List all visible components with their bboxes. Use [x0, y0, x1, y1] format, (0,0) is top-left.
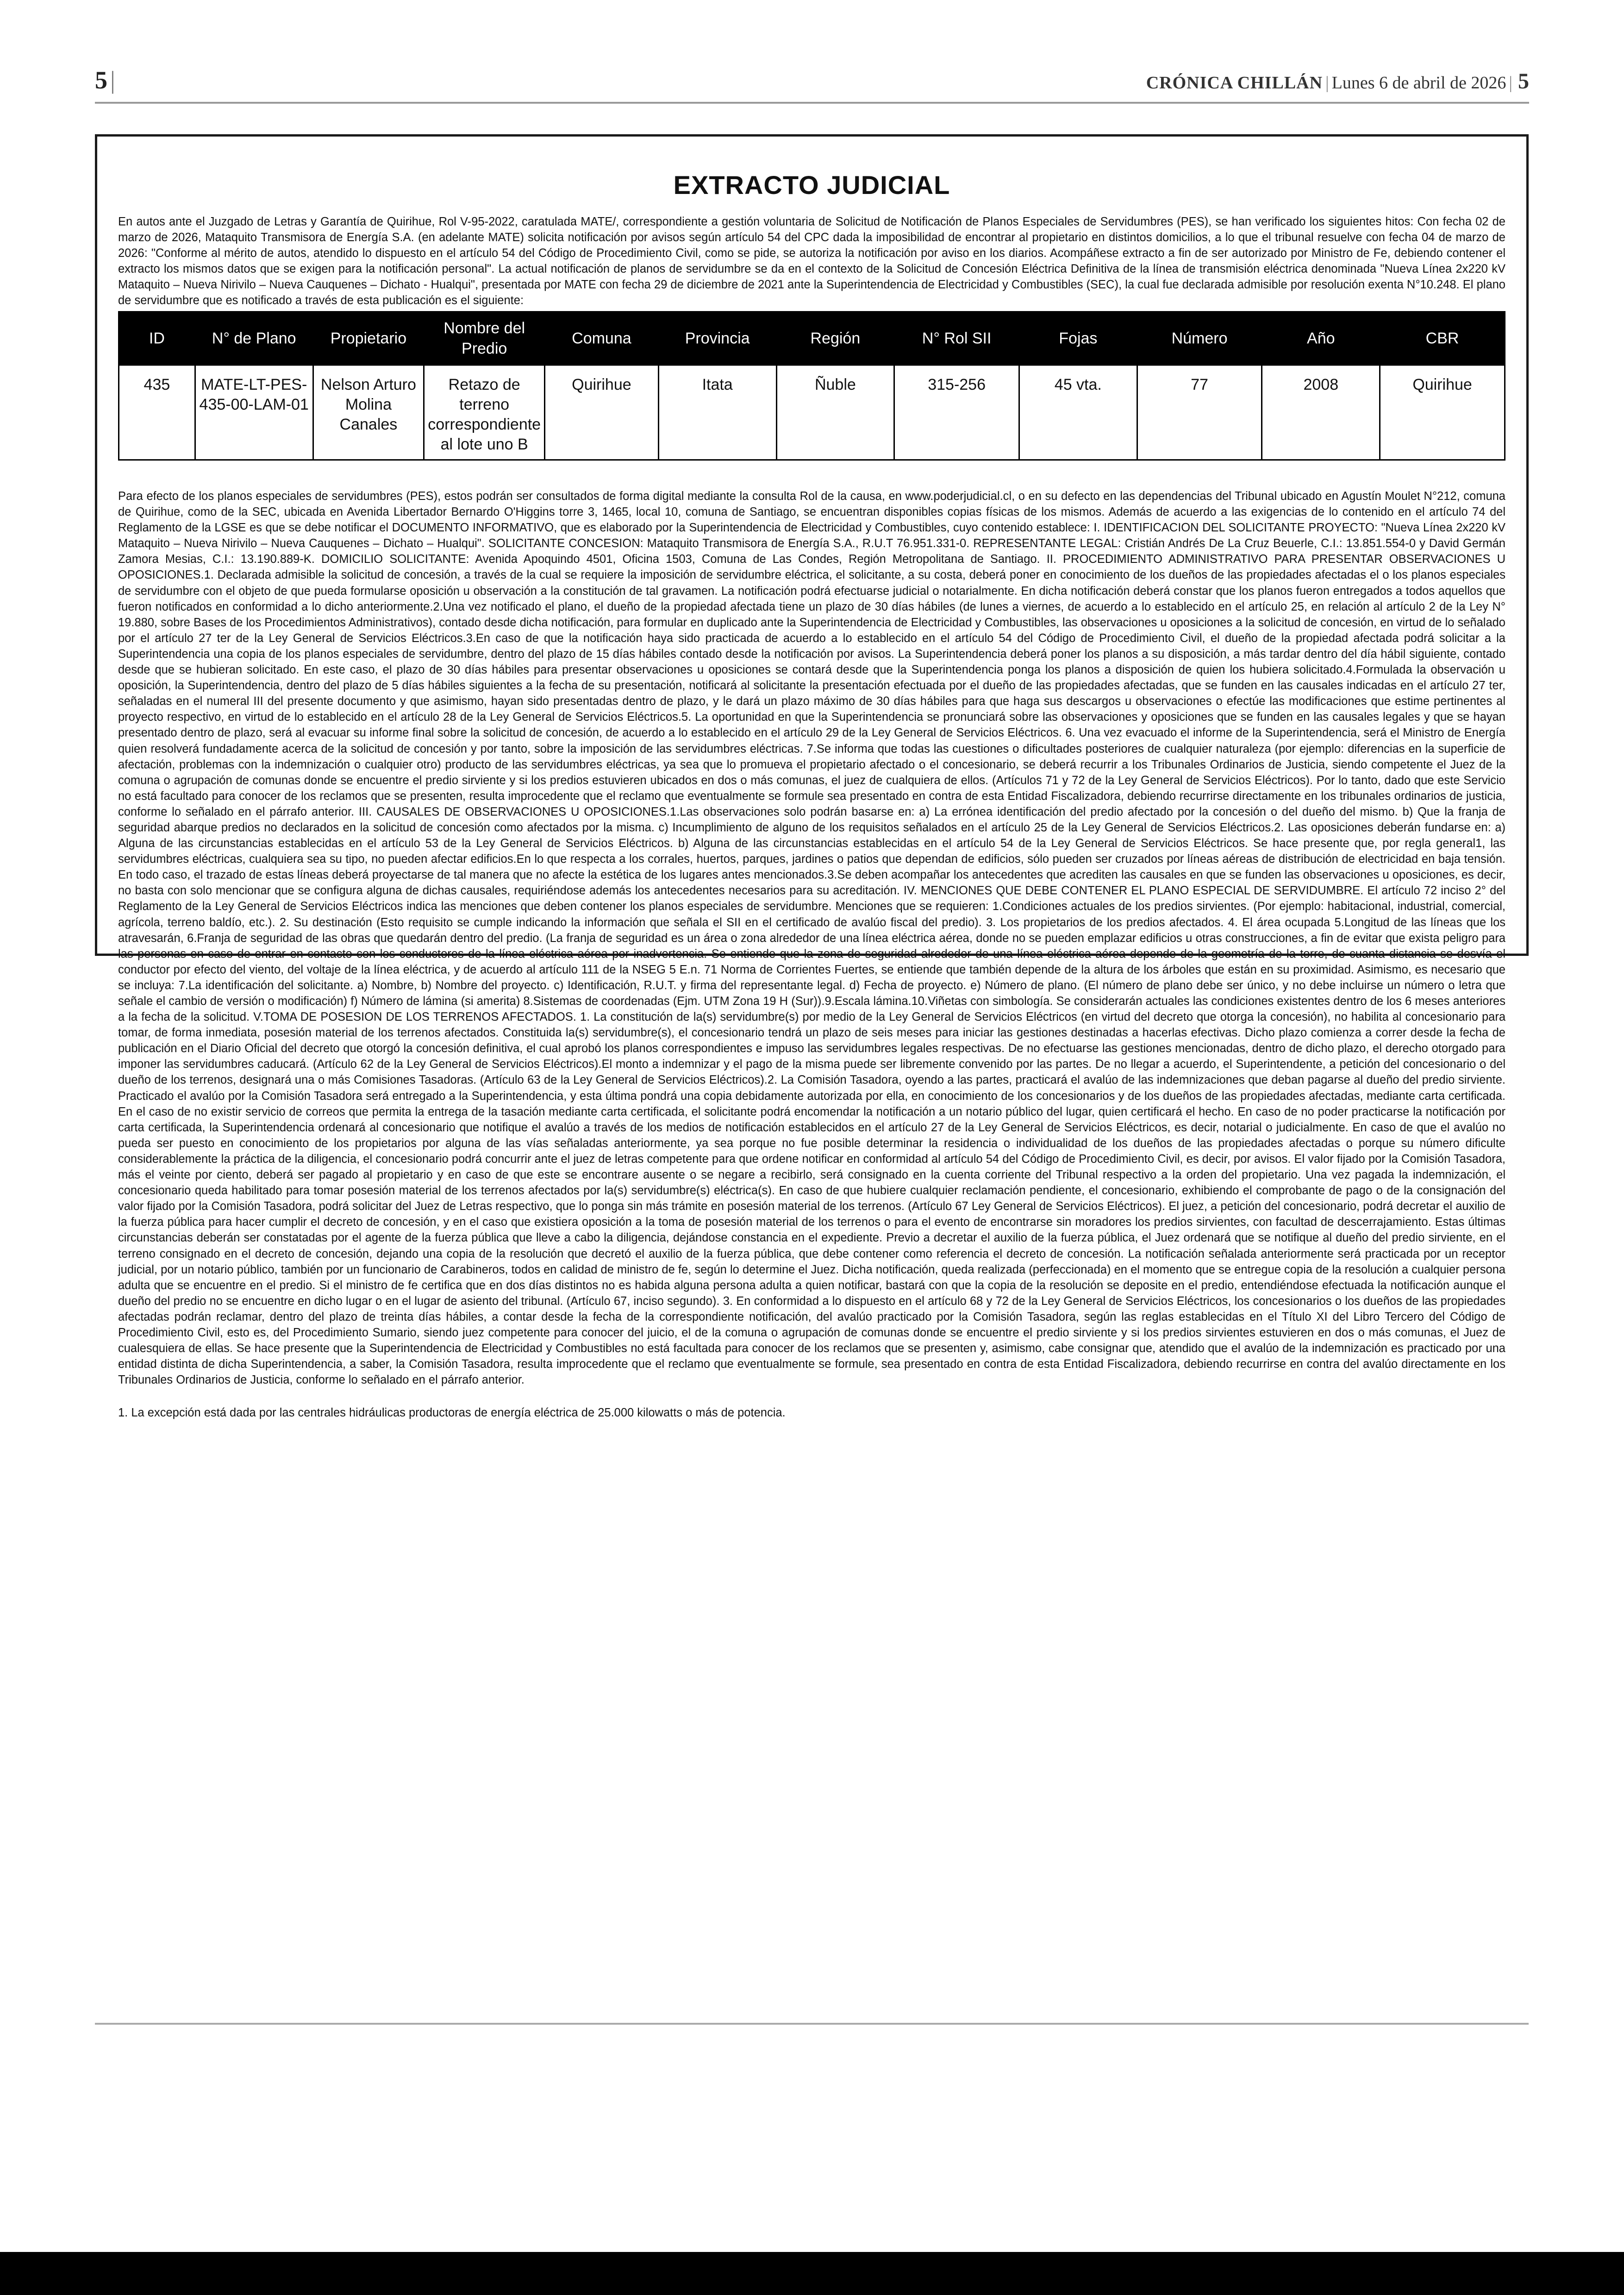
notice-intro: En autos ante el Juzgado de Letras y Garantía de Quirihue, Rol V-95-2022, caratulada MATE/, correspondiente a gestión voluntaria de Solicitud de Notificación de Planos Especiales de Servidumbres (PES), se han verificado los siguientes hitos: Con fecha 02 de marzo de 2026, Mataquito Transmisora de Energía S.A. (en adelante MATE) solicita notificación por avisos según artículo 54 del CPC dada la imposibilidad de encontrar al propietario en distintos domicilios, a lo que el tribunal resuelve con fecha 04 de marzo de 2026: "Conforme al mérito de autos, atendido lo dispuesto en el artículo 54 del Código de Procedimiento Civil, como se pide, se autoriza la notificación por aviso en los diarios. Acompáñese extracto a fin de ser autorizado por Ministro de Fe, debiendo contener el extracto los mismos datos que se exigen para la notificación personal". La actual notificación de planos de servidumbre se da en el contexto de la Solicitud de Concesión Eléctrica Definitiva de la línea de transmisión eléctrica denominada "Nueva Línea 2x220 kV Mataquito – Nueva Nirivilo – Nueva Cauquenes – Dichato - Hualqui", presentada por MATE con fecha 29 de diciembre de 2021 ante la Superintendencia de Electricidad y Combustibles (SEC), la cual fue declarada admisible por resolución exenta N°10.248. El plano de servidumbre que es notificado a través de esta publicación es el siguiente:	[118, 215, 1505, 307]
cell-id: 435	[119, 365, 195, 460]
cell-province: Itata	[658, 365, 776, 460]
cell-commune: Quirihue	[545, 365, 659, 460]
bottom-black-bar	[0, 2252, 1624, 2295]
cell-owner: Nelson Arturo Molina Canales	[313, 365, 424, 460]
table-header-row	[119, 312, 1505, 365]
col-header-region: Región	[776, 312, 894, 365]
col-header-id: ID	[119, 312, 195, 365]
col-header-owner: Propietario	[313, 312, 424, 365]
col-header-fojas: Fojas	[1019, 312, 1137, 365]
cell-property: Retazo de terreno correspondiente al lote uno B	[424, 365, 545, 460]
page-number: 5	[95, 66, 107, 94]
col-header-year: Año	[1262, 312, 1380, 365]
cell-region: Ñuble	[776, 365, 894, 460]
cell-fojas: 45 vta.	[1019, 365, 1137, 460]
header-separator: |	[1325, 73, 1329, 93]
header-divider: |	[110, 66, 115, 94]
page-number-right: 5	[1518, 69, 1529, 94]
notice-title: EXTRACTO JUDICIAL	[673, 170, 950, 200]
header-separator: |	[1509, 73, 1512, 93]
footnote: 1. La excepción está dada por las centrales hidráulicas productoras de energía eléctrica de 25.000 kilowatts o más de potencia.	[118, 1406, 786, 1420]
table-row	[119, 365, 1505, 460]
cell-rol-sii: 315-256	[894, 365, 1019, 460]
cell-cbr: Quirihue	[1380, 365, 1505, 460]
page-header	[95, 60, 1529, 104]
col-header-cbr: CBR	[1380, 312, 1505, 365]
page-number-left	[95, 66, 115, 94]
col-header-property: Nombre del Predio	[424, 312, 545, 365]
col-header-numero: Número	[1137, 312, 1262, 365]
easement-plan-table	[118, 311, 1505, 461]
cell-plan: MATE-LT-PES-435-00-LAM-01	[195, 365, 313, 460]
bottom-divider	[95, 2023, 1529, 2025]
col-header-commune: Comuna	[545, 312, 659, 365]
issue-date: Lunes 6 de abril de 2026	[1331, 73, 1506, 93]
notice-body: Para efecto de los planos especiales de servidumbres (PES), estos podrán ser consultados de forma digital mediante la consulta Rol de la causa, en www.poderjudicial.cl, o en su defecto en las dependencias del Tribunal ubicado en Agustín Moulet N°212, comuna de Quirihue, como de la SEC, ubicada en Avenida Libertador Bernardo O'Higgins torre 3, 1465, local 10, comuna de Santiago, se encuentran disponibles copias físicas de los mismos. Además de acuerdo a las exigencias de lo contenido en el artículo 74 del Reglamento de la LGSE es que se debe notificar el DOCUMENTO INFORMATIVO, que es elaborado por la Superintendencia de Electricidad y Combustibles, cuyo contenido establece: I. IDENTIFICACION DEL SOLICITANTE PROYECTO: "Nueva Línea 2x220 kV Mataquito – Nueva Nirivilo – Nueva Cauquenes – Dichato – Hualqui". SOLICITANTE CONCESION: Mataquito Transmisora de Energía S.A., R.U.T 76.951.331-0. REPRESENTANTE LEGAL: Cristián Andrés De La Cruz Beuerle, C.I.: 13.851.554-0 y David Germán Zamora Mesias, C.I.: 13.190.889-K. DOMICILIO SOLICITANTE: Avenida Apoquindo 4501, Oficina 1503, Comuna de Las Condes, Región Metropolitana de Santiago. II. PROCEDIMIENTO ADMINISTRATIVO PARA PRESENTAR OBSERVACIONES U OPOSICIONES.1. Declarada admisible la solicitud de concesión, a través de la cual se requiere la imposición de servidumbre eléctrica, el solicitante, a su costa, deberá poner en conocimiento de los dueños de las propiedades afectadas el o los planos especiales de servidumbre con el objeto de que pueda formularse oposición u observación a la constitución de tal gravamen. La notificación podrá efectuarse judicial o notarialmente. En dicha notificación deberá constar que los planos fueron entregados a todos aquellos que fueron notificados en conformidad a lo dicho anteriormente.2.Una vez notificado el plano, el dueño de la propiedad afectada tiene un plazo de 30 días hábiles (de lunes a viernes, de acuerdo a lo establecido en el artículo 25, en relación al artículo 2 de la Ley N° 19.880, sobre Bases de los Procedimientos Administrativos), contado desde dicha notificación, para formular en duplicado ante la Superintendencia de Electricidad y Combustibles, las observaciones u oposiciones a la solicitud de concesión, en virtud de lo señalado por el artículo 27 ter de la Ley General de Servicios Eléctricos.3.En caso de que la notificación haya sido practicada de acuerdo a lo establecido en el artículo 54 del Código de Procedimiento Civil, el dueño de la propiedad afectada podrá solicitar a la Superintendencia una copia de los planos especiales de servidumbre, dentro del plazo de 15 días hábiles contado desde la notificación por avisos. La Superintendencia deberá poner los planos a su disposición, a más tardar dentro del día hábil siguiente, contado desde que se hubieran solicitado. En este caso, el plazo de 30 días hábiles para presentar observaciones u oposiciones se contará desde que la Superintendencia ponga los planos a disposición de quien los hubiera solicitado.4.Formulada la observación u oposición, la Superintendencia, dentro del plazo de 5 días hábiles siguientes a la fecha de su presentación, notificará al solicitante la presentación efectuada por el dueño de las propiedades afectadas, que se funden en las causales indicadas en el artículo 27 ter, señaladas en el numeral III del presente documento y que asimismo, hayan sido presentadas dentro de plazo, y le dará un plazo máximo de 30 días hábiles para que haga sus descargos u observaciones o efectúe las modificaciones que estime pertinentes al proyecto respectivo, en virtud de lo establecido en el artículo 28 de la Ley General de Servicios Eléctricos.5. La oportunidad en que la Superintendencia se pronunciará sobre las observaciones y oposiciones que se funden en las causales legales y que se hayan presentado dentro de plazo, será al evacuar su informe final sobre la solicitud de concesión, de acuerdo a lo establecido en el artículo 29 de la Ley General de Servicios Eléctricos. 6. Una vez evacuado el informe de la Superintendencia, será el Ministro de Energía quien resolverá fundadamente acerca de la solicitud de concesión y por tanto, sobre la imposición de las servidumbres eléctricas. 7.Se informa que todas las cuestiones o dificultades posteriores de cualquier naturaleza (por ejemplo: diferencias en la superficie de afectación, problemas con la indemnización o cualquier otro) producto de las servidumbres eléctricas, ya sea que lo promueva el propietario afectado o el concesionario, se deberá recurrir a los Tribunales Ordinarios de Justicia, siendo competente el Juez de la comuna o agrupación de comunas donde se encuentre el predio sirviente y si los predios estuvieren ubicados en dos o más comunas, el juez de cualquiera de ellos. (Artículos 71 y 72 de la Ley General de Servicios Eléctricos). Por lo tanto, dado que este Servicio no está facultado para conocer de los reclamos que se presenten, resulta improcedente que el reclamo que eventualmente se formule sea presentado en contra de esta Entidad Fiscalizadora, debiendo recurrirse directamente en los tribunales ordinarios de justicia, conforme lo señalado en el párrafo anterior. III. CAUSALES DE OBSERVACIONES U OPOSICIONES.1.Las observaciones solo podrán basarse en: a) La errónea identificación del predio afectado por la concesión o del dueño del mismo. b) Que la franja de seguridad abarque predios no declarados en la solicitud de concesión como afectados por la misma. c) Incumplimiento de alguno de los requisitos señalados en el artículo 25 de la Ley General de Servicios Eléctricos.2. Las oposiciones deberán fundarse en: a) Alguna de las circunstancias establecidas en el artículo 53 de la Ley General de Servicios Eléctricos. b) Alguna de las circunstancias establecidas en el artículo 54 de la Ley General de Servicios Eléctricos. Se hace presente que, por regla general1, las servidumbres eléctricas, cualquiera sea su tipo, no pueden afectar edificios.En lo que respecta a los corrales, huertos, parques, jardines o patios que dependan de edificios, sólo pueden ser cruzados por líneas aéreas de distribución de electricidad en baja tensión. En todo caso, el trazado de estas líneas deberá proyectarse de tal manera que no afecte la estética de los lugares antes mencionados.3.Se deben acompañar los antecedentes que acrediten las causales en que se funden las observaciones u oposiciones, es decir, no basta con solo mencionar que se configura alguna de dichas causales, requiriéndose además los antecedentes necesarios para su acreditación. IV. MENCIONES QUE DEBE CONTENER EL PLANO ESPECIAL DE SERVIDUMBRE. El artículo 72 inciso 2° del Reglamento de la Ley General de Servicios Eléctricos indica las menciones que deben contener los planos especiales de servidumbre. Menciones que se requieren: 1.Condiciones actuales de los predios sirvientes. (Por ejemplo: habitacional, industrial, comercial, agrícola, terreno baldío, etc.). 2. Su destinación (Esto requisito se cumple indicando la información que señala el SII en el certificado de avalúo fiscal del predio). 3. Los propietarios de los predios afectados. 4. El área ocupada 5.Longitud de las líneas que los atravesarán, 6.Franja de seguridad de las obras que quedarán dentro del predio. (La franja de seguridad es un área o zona alrededor de una línea eléctrica aérea, donde no se pueden emplazar edificios u otras construcciones, a fin de evitar que exista peligro para las personas en caso de entrar en contacto con los conductores de la línea eléctrica aérea por inadvertencia. Se entiende que la zona de seguridad alrededor de una línea eléctrica aérea depende de la geometría de la torre, de cuanta distancia se desvía el conductor por efecto del viento, del voltaje de la línea eléctrica, y de acuerdo al artículo 111 de la NSEG 5 E.n. 71 Norma de Corrientes Fuertes, se entiende que también depende de la altura de los árboles que están en su proximidad. Asimismo, es necesario que se incluya: 7.La identificación del solicitante. a) Nombre, b) Nombre del proyecto. c) Identificación, R.U.T. y firma del representante legal. d) Fecha de proyecto. e) Número de plano. (El número de plano debe ser único, y no debe incluirse un número o letra que señale el cambio de versión o modificación) f) Número de lámina (si amerita) 8.Sistemas de coordenadas (Ejm. UTM Zona 19 H (Sur)).9.Escala lámina.10.Viñetas con simbología. Se considerarán actuales las condiciones existentes dentro de los 6 meses anteriores a la fecha de la solicitud. V.TOMA DE POSESION DE LOS TERRENOS AFECTADOS. 1. La constitución de la(s) servidumbre(s) por medio de la Ley General de Servicios Eléctricos (en virtud del decreto que otorga la concesión), no habilita al concesionario para tomar, de forma inmediata, posesión material de los terrenos afectados. Constituida la(s) servidumbre(s), el concesionario tendrá un plazo de seis meses para iniciar las gestiones destinadas a hacerlas efectivas. Dicho plazo comienza a correr desde la fecha de publicación en el Diario Oficial del decreto que otorgó la concesión definitiva, el cual aprobó los planos correspondientes e impuso las servidumbres legales respectivas. De no efectuarse las gestiones mencionadas, dentro de dicho plazo, el derecho otorgado para imponer las servidumbres caducará. (Artículo 62 de la Ley General de Servicios Eléctricos).El monto a indemnizar y el pago de la misma puede ser libremente convenido por las partes. De no llegar a acuerdo, el Superintendente, a petición del concesionario o del dueño de los terrenos, designará una o más Comisiones Tasadoras. (Artículo 63 de la Ley General de Servicios Eléctricos).2. La Comisión Tasadora, oyendo a las partes, practicará el avalúo de las indemnizaciones que deban pagarse al dueño del predio sirviente. Practicado el avalúo por la Comisión Tasadora será entregado a la Superintendencia, y esta última pondrá una copia debidamente autorizada por ella, en conocimiento de los concesionarios y de los dueños de las propiedades afectadas, mediante carta certificada. En el caso de no existir servicio de correos que permita la entrega de la tasación mediante carta certificada, el solicitante podrá encomendar la notificación a un notario público del lugar, quien certificará el hecho. En caso de no poder practicarse la notificación por carta certificada, la Superintendencia ordenará al concesionario que notifique el avalúo a través de los medios de notificación establecidos en el artículo 27 de la Ley General de Servicios Eléctricos, es decir, notarial o judicialmente. En caso de que el avalúo no pueda ser puesto en conocimiento de los propietarios por alguna de las vías señaladas anteriormente, ya sea porque no fue posible determinar la residencia o individualidad de los dueños de las propiedades afectadas o porque su número dificulte considerablemente la práctica de la diligencia, el concesionario podrá concurrir ante el juez de letras competente para que ordene notificar en conformidad al artículo 54 del Código de Procedimiento Civil, es decir, por avisos. El valor fijado por la Comisión Tasadora, más el veinte por ciento, deberá ser pagado al propietario y en caso de que este se encontrare ausente o se negare a recibirlo, será consignado en la cuenta corriente del Tribunal respectivo a la orden del propietario. Una vez pagada la indemnización, el concesionario queda habilitado para tomar posesión material de los terrenos afectados por la(s) servidumbre(s) eléctrica(s). En caso de que hubiere cualquier reclamación pendiente, el concesionario, exhibiendo el comprobante de pago o de la consignación del valor fijado por la Comisión Tasadora, podrá solicitar del Juez de Letras respectivo, que lo ponga sin más trámite en posesión material de los terrenos. (Artículo 67 Ley General de Servicios Eléctricos). El juez, a petición del concesionario, podrá decretar el auxilio de la fuerza pública para hacer cumplir el decreto de concesión, y en el caso que existiera oposición a la toma de posesión material de los terrenos o para el evento de encontrarse sin moradores los predios sirvientes, con facultad de descerrajamiento. Estas últimas circunstancias deberán ser constatadas por el agente de la fuerza pública que lleve a cabo la diligencia, dejándose constancia en el expediente. Previo a decretar el auxilio de la fuerza pública, el Juez ordenará que se notifique al dueño del predio sirviente, en el terreno consignado en el decreto de concesión, dejando una copia de la resolución que decretó el auxilio de la fuerza pública, que debe contener como referencia el decreto de concesión. La notificación señalada anteriormente será practicada por un receptor judicial, por un notario público, también por un funcionario de Carabineros, todos en calidad de ministro de fe, según lo determine el Juez. Dicha notificación, queda realizada (perfeccionada) en el momento que se entregue copia de la resolución a cualquier persona adulta que se encuentre en el predio. Si el ministro de fe certifica que en dos días distintos no es habida alguna persona adulta a quien notificar, bastará con que la copia de la resolución se deposite en el predio, entendiéndose efectuada la notificación aunque el dueño del predio no se encuentre en dicho lugar o en el lugar de asiento del tribunal. (Artículo 67, inciso segundo). 3. En conformidad a lo dispuesto en el artículo 68 y 72 de la Ley General de Servicios Eléctricos, los concesionarios o los dueños de las propiedades afectadas podrán reclamar, dentro del plazo de treinta días hábiles, a contar desde la fecha de la correspondiente notificación, del avalúo practicado por la Comisión Tasadora, según las reglas establecidas en el Título XI del Libro Tercero del Código de Procedimiento Civil, esto es, del Procedimiento Sumario, siendo juez competente para conocer del juicio, el de la comuna o agrupación de comunas donde se encuentre el predio sirviente y si los predios sirvientes estuvieren en dos o más comunas, el Juez de cualesquiera de ellas. Se hace presente que la Superintendencia de Electricidad y Combustibles no está facultada para conocer de los reclamos que se presenten y, asimismo, cabe consignar que, atendido que el avalúo de la indemnización es practicado por una entidad distinta de dicha Superintendencia, a saber, la Comisión Tasadora, resulta improcedente que el reclamo que eventualmente se formule, sea presentado en contra de esta Entidad Fiscalizadora, debiendo recurrirse en contra del avalúo directamente en los Tribunales Ordinarios de Justicia, conforme lo señalado en el párrafo anterior.	[118, 490, 1505, 1387]
cell-numero: 77	[1137, 365, 1262, 460]
cell-year: 2008	[1262, 365, 1380, 460]
page-header-right	[1146, 69, 1529, 94]
newspaper-name: CRÓNICA CHILLÁN	[1146, 73, 1323, 93]
col-header-plan: N° de Plano	[195, 312, 313, 365]
col-header-province: Provincia	[658, 312, 776, 365]
col-header-rol-sii: N° Rol SII	[894, 312, 1019, 365]
legal-notice-box	[95, 134, 1529, 1420]
